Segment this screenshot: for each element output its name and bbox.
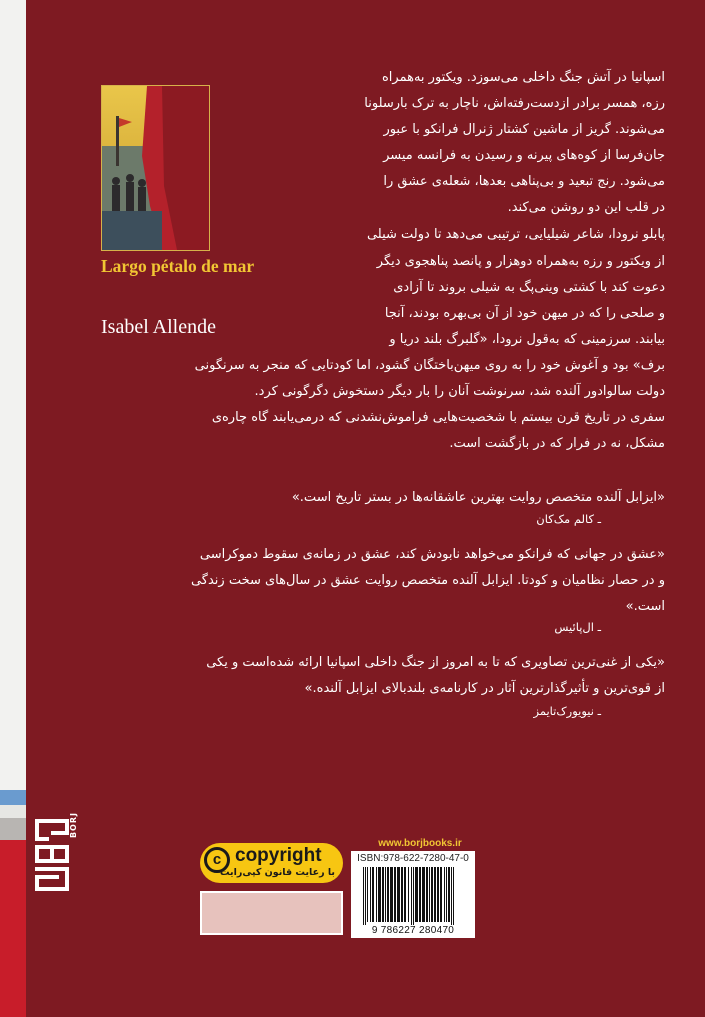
blurb-text: «عشق در جهانی که فرانکو می‌خواهد نابودش کند، عشق در زمانه‌ی سقوط دموکراسی: [199, 547, 665, 562]
synopsis-line: دولت سالوادور آلنده شد، سرنوشت آنان را بار دیگر دستخوش دگرگونی کرد.: [254, 384, 665, 399]
publisher-logo-letters: BORJ: [69, 812, 78, 839]
blurb-text: «ایزابل آلنده متخصص روایت بهترین عاشقانه‌ها در بستر تاریخ است.»: [291, 490, 665, 505]
blurb-text: از قوی‌ترین و تأثیرگذارترین آثار در کارنامه‌ی بلندبالای ایزابل آلنده.»: [304, 681, 665, 696]
synopsis-line: می‌شود. رنج تبعید و بی‌پناهی بعدها، شعله‌ی عشق را: [383, 174, 665, 189]
blurb-attribution: ـ ال‌پائیس: [554, 620, 601, 634]
synopsis-line: اسپانیا در آتش جنگ داخلی می‌سوزد. ویکتور به‌همراه: [381, 70, 665, 85]
synopsis-line: برف» بود و آغوش خود را به روی میهن‌باختگان گشود، اما کودتایی که منجر به سرنگونی: [194, 358, 665, 373]
blurb-attribution: ـ نیویورک‌تایمز: [533, 704, 601, 718]
copyright-word: copyright: [235, 845, 322, 866]
spine-strip: [0, 0, 26, 1017]
price-box: [200, 891, 343, 935]
synopsis-line: می‌شوند. گریز از ماشین کشتار ژنرال فرانکو با عبور: [383, 122, 665, 137]
synopsis-line: دعوت کند با کشتی وینی‌پگ به شیلی بروند تا آزادی: [393, 280, 665, 295]
synopsis-line: رزه، همسر برادر ازدست‌رفته‌اش، ناچار به ترک بارسلونا: [364, 96, 665, 111]
cover-thumbnail: [101, 85, 210, 251]
synopsis-line: مشکل، نه در فرار که در بازگشت است.: [449, 436, 665, 451]
synopsis-line: سفری در تاریخ قرن بیستم با شخصیت‌هایی فراموش‌نشدنی که درمی‌یابند گاه چاره‌ی: [211, 410, 665, 425]
blurb-text: «یکی از غنی‌ترین تصاویری که تا به امروز از جنگ داخلی اسپانیا ارائه شده‌است و یکی: [206, 655, 665, 670]
synopsis-line: جان‌فرسا از کوه‌های پیرنه و رسیدن به فرانسه میسر: [383, 148, 665, 163]
copyright-icon: c: [204, 847, 230, 873]
barcode-digits: 9 786227 280470: [371, 925, 455, 936]
isbn-text: ISBN:978-622-7280-47-0: [357, 853, 469, 864]
copyright-subtitle: با رعایت قانون کپی‌رایت: [220, 867, 335, 878]
barcode-panel: [351, 851, 475, 938]
blurb-attribution: ـ کالم مک‌کان: [536, 512, 601, 526]
synopsis-line: و صلحی را که در میهن خود از آن بی‌بهره بودند، آنجا: [384, 306, 665, 321]
synopsis-line: بیابند. سرزمینی که به‌قول نرودا، «گلبرگ بلند دریا و: [389, 332, 665, 347]
book-title: Largo pétalo de mar: [101, 256, 255, 276]
blurb-text: و در حصار نظامیان و کودتا. ایزابل آلنده متخصص روایت عشق در سال‌های سخت زندگی: [190, 573, 665, 588]
synopsis-line: در قلب این دو روشن می‌کند.: [507, 200, 665, 215]
blurb-text: است.»: [625, 599, 665, 614]
publisher-website: www.borjbooks.ir: [378, 838, 462, 849]
copyright-badge: [200, 843, 343, 883]
synopsis-line: پابلو نرودا، شاعر شیلیایی، ترتیبی می‌دهد تا دولت شیلی: [366, 227, 665, 242]
publisher-logo-icon: [33, 817, 71, 893]
book-author: Isabel Allende: [101, 316, 216, 338]
synopsis-line: از ویکتور و رزه به‌همراه دوهزار و پانصد پناهجوی دیگر: [376, 254, 665, 269]
